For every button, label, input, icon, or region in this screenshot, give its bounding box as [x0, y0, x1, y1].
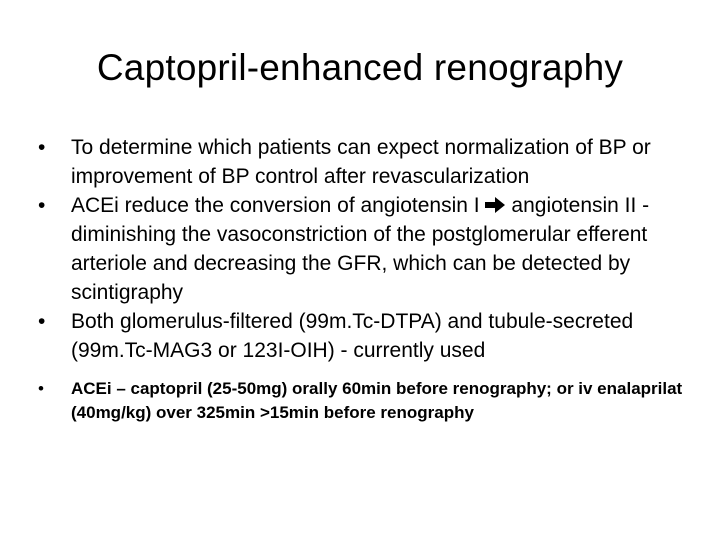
bullet-item: [36, 307, 696, 365]
bullet-text: Both glomerulus-filtered (99m.Tc-DTPA) and tubule-secreted (99m.Tc-MAG3 or 123I-OIH) - currently used: [71, 310, 634, 362]
bullet-dot: •: [38, 136, 46, 159]
bullet-dot: •: [38, 194, 46, 217]
bullet-dot: •: [38, 379, 44, 398]
bullet-item-bold: [36, 377, 696, 424]
bullet-text: ACEi – captopril (25-50mg) orally 60min before renography; or iv enalaprilat (40mg/kg) over 325min >15min before renography: [71, 379, 683, 422]
bullet-text: To determine which patients can expect normalization of BP or improvement of BP control after revascularization: [71, 136, 651, 188]
right-arrow-icon: [484, 196, 506, 214]
bullet-dot: •: [38, 310, 46, 333]
bullet-text: angiotensin II - diminishing the vasoconstriction of the postglomerular efferent arteriole and decreasing the GFR, which can be detected by scintigraphy: [71, 194, 650, 304]
slide-title: Captopril-enhanced renography: [96, 47, 624, 88]
bullet-text: ACEi reduce the conversion of angiotensin I: [71, 194, 480, 217]
bullet-item: [36, 133, 696, 191]
bullet-item: [36, 191, 696, 307]
bullet-list: [36, 133, 696, 424]
